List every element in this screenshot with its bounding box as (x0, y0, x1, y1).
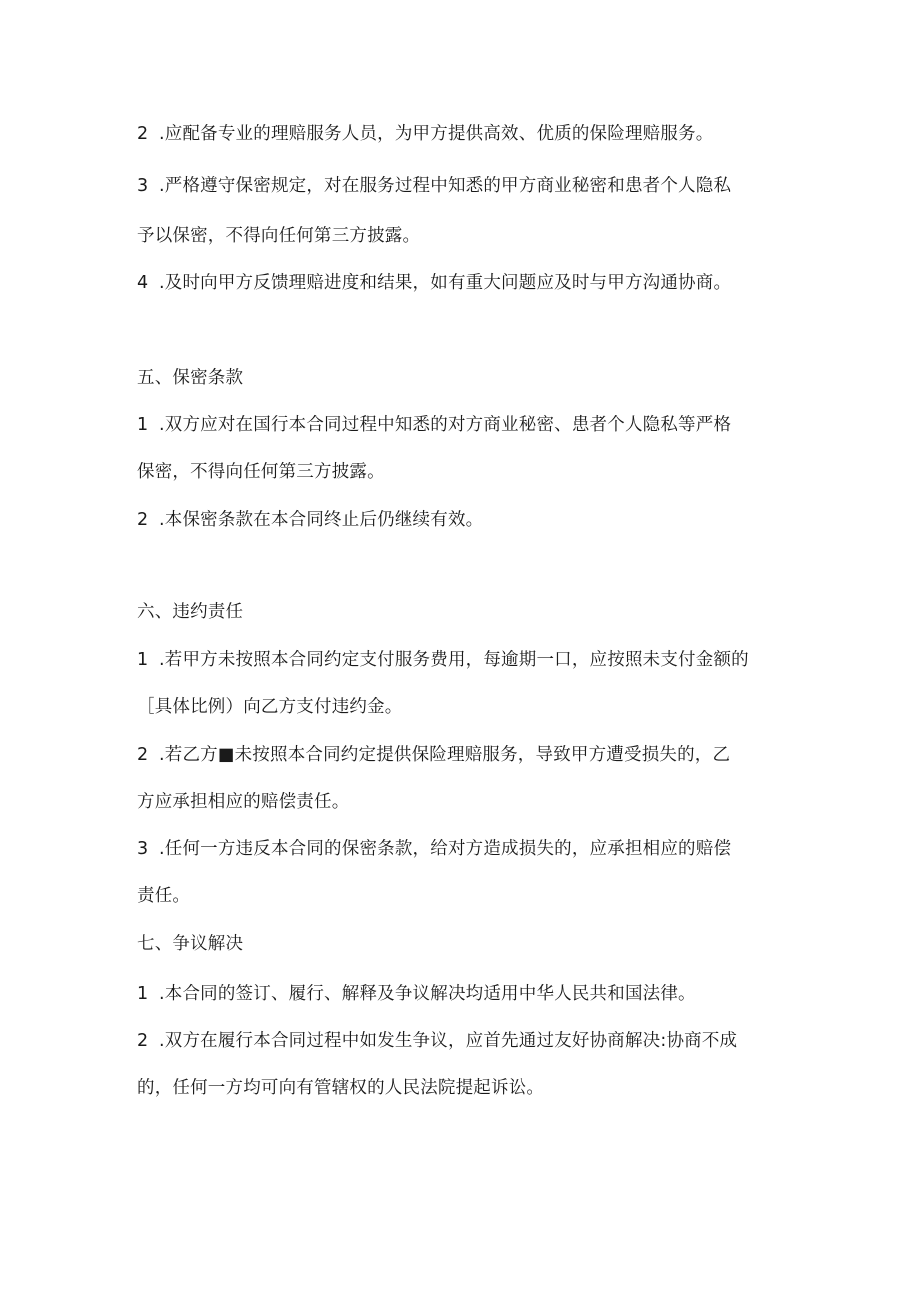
clause-text: .本合同的签订、履行、解释及争议解决均适用中华人民共和国法律。 (159, 984, 696, 1004)
clause-text: .严格遵守保密规定，对在服务过程中知悉的甲方商业秘密和患者个人隐私 (159, 176, 732, 196)
section-heading: 七、争议解决 (137, 934, 244, 954)
clause-number: 3 (137, 839, 149, 859)
clause-number: 2 (137, 124, 149, 144)
clause-4-3 (137, 174, 731, 198)
clause-6-2-continued (137, 790, 349, 814)
clause-number: 2 (137, 1031, 149, 1051)
clause-text: .双方在履行本合同过程中如发生争议，应首先通过友好协商解决:协商不成 (159, 1031, 738, 1051)
clause-5-2 (137, 508, 483, 532)
clause-4-3-continued (137, 224, 420, 248)
clause-text: 予以保密，不得向任何第三方披露。 (137, 226, 421, 246)
clause-text: 的，任何一方均可向有管辖权的人民法院提起诉讼。 (137, 1078, 545, 1098)
clause-text: .任何一方违反本合同的保密条款，给对方造成损失的，应承担相应的赔偿 (159, 839, 732, 859)
clause-text: ［具体比例）向乙方支付违约金。 (137, 697, 403, 717)
clause-4-4 (137, 271, 731, 295)
clause-6-3-continued (137, 884, 190, 908)
clause-text: 责任。 (137, 886, 191, 906)
clause-6-1 (137, 648, 749, 672)
clause-number: 1 (137, 650, 149, 670)
clause-6-2 (137, 743, 730, 767)
clause-6-1-continued (137, 695, 403, 719)
clause-number: 2 (137, 745, 149, 765)
clause-text: 方应承担相应的赔偿责任。 (137, 792, 350, 812)
clause-number: 1 (137, 984, 149, 1004)
section-heading: 五、保密条款 (137, 368, 244, 388)
section-heading: 六、违约责任 (137, 602, 244, 622)
clause-text: .应配备专业的理赔服务人员，为甲方提供高效、优质的保险理赔服务。 (159, 124, 714, 144)
clause-7-2 (137, 1029, 737, 1053)
section-heading-liability (137, 600, 243, 624)
clause-number: 1 (137, 415, 149, 435)
clause-text: .若乙方■未按照本合同约定提供保险理赔服务，导致甲方遭受损失的，乙 (159, 745, 731, 765)
clause-text: .本保密条款在本合同终止后仍继续有效。 (159, 510, 484, 530)
clause-text: .及时向甲方反馈理赔进度和结果，如有重大问题应及时与甲方沟通协商。 (159, 273, 732, 293)
clause-number: 3 (137, 176, 149, 196)
clause-text: 保密，不得向任何第三方披露。 (137, 462, 385, 482)
clause-7-1 (137, 982, 696, 1006)
clause-7-2-continued (137, 1076, 544, 1100)
clause-5-1-continued (137, 460, 385, 484)
clause-5-1 (137, 413, 731, 437)
clause-4-2 (137, 122, 713, 146)
clause-number: 4 (137, 273, 149, 293)
clause-number: 2 (137, 510, 149, 530)
section-heading-dispute (137, 932, 243, 956)
clause-text: .若甲方未按照本合同约定支付服务费用，每逾期一口，应按照未支付金额的 (159, 650, 749, 670)
section-heading-confidentiality (137, 366, 243, 390)
clause-text: .双方应对在国行本合同过程中知悉的对方商业秘密、患者个人隐私等严格 (159, 415, 732, 435)
clause-6-3 (137, 837, 731, 861)
